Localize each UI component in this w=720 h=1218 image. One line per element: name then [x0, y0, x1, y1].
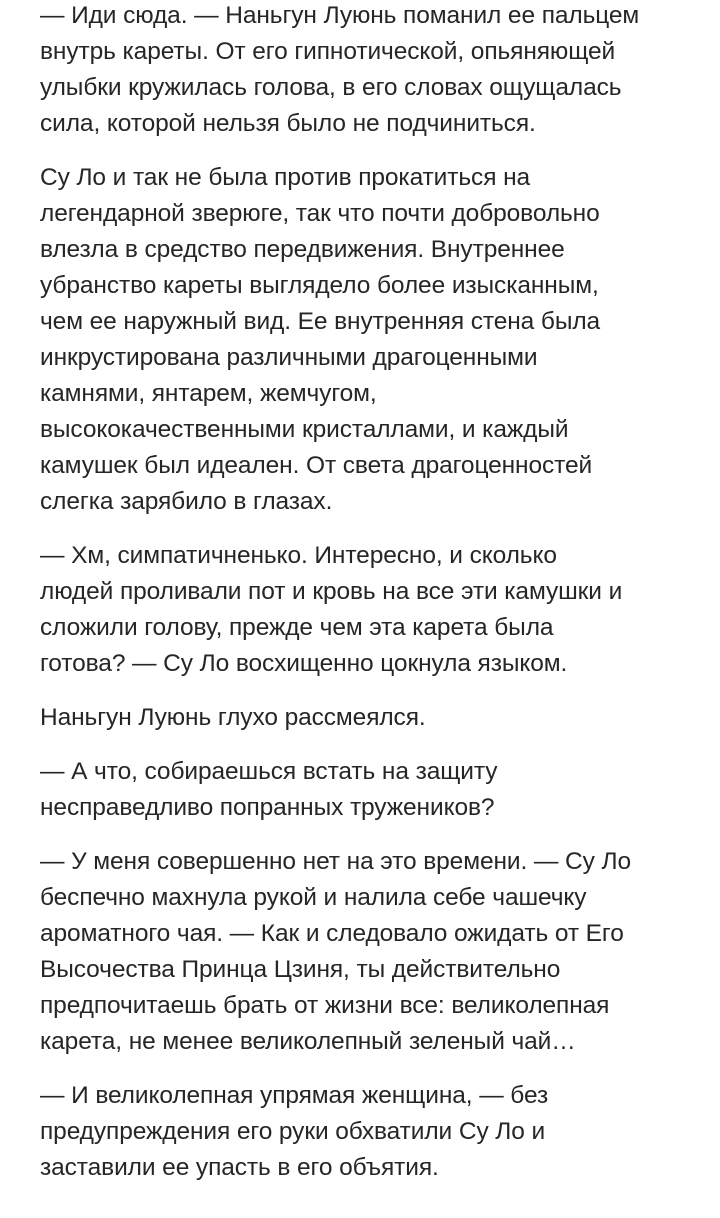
text-line: сила, которой нельзя было не подчиниться.	[40, 110, 536, 137]
paragraph	[40, 0, 692, 142]
paragraph	[40, 538, 692, 682]
text-line: внутрь кареты. От его гипнотической, опьяняющей	[40, 38, 616, 65]
text-line: легендарной зверюге, так что почти добровольно	[40, 200, 600, 227]
paragraph	[40, 700, 692, 736]
text-line: готова? — Су Ло восхищенно цокнула языком.	[40, 650, 568, 677]
paragraph	[40, 754, 692, 826]
text-line: — У меня совершенно нет на это времени. — Су Ло	[40, 848, 631, 875]
paragraph	[40, 160, 692, 520]
text-line: несправедливо попранных тружеников?	[40, 794, 495, 821]
text-line: — Иди сюда. — Наньгун Луюнь поманил ее пальцем	[40, 2, 640, 29]
text-line: карета, не менее великолепный зеленый чай…	[40, 1028, 576, 1055]
text-line: предпочитаешь брать от жизни все: великолепная	[40, 992, 610, 1019]
text-line: высококачественными кристаллами, и каждый	[40, 416, 569, 443]
text-line: заставили ее упасть в его объятия.	[40, 1154, 439, 1181]
text-line: — Хм, симпатичненько. Интересно, и сколько	[40, 542, 557, 569]
text-line: чем ее наружный вид. Ее внутренняя стена была	[40, 308, 601, 335]
text-line: ароматного чая. — Как и следовало ожидать от Его	[40, 920, 624, 947]
text-line: — А что, собираешься встать на защиту	[40, 758, 498, 785]
text-line: Наньгун Луюнь глухо рассмеялся.	[40, 704, 426, 731]
text-line: влезла в средство передвижения. Внутреннее	[40, 236, 565, 263]
text-line: камушек был идеален. От света драгоценностей	[40, 452, 593, 479]
paragraph	[40, 1078, 692, 1186]
text-line: Высочества Принца Цзиня, ты действительно	[40, 956, 561, 983]
text-line: — И великолепная упрямая женщина, — без	[40, 1082, 549, 1109]
text-line: сложили голову, прежде чем эта карета была	[40, 614, 554, 641]
text-line: людей проливали пот и кровь на все эти камушки и	[40, 578, 623, 605]
text-line: Су Ло и так не была против прокатиться на	[40, 164, 531, 191]
text-line: инкрустирована различными драгоценными	[40, 344, 538, 371]
text-line: беспечно махнула рукой и налила себе чашечку	[40, 884, 587, 911]
text-line: предупреждения его руки обхватили Су Ло и	[40, 1118, 546, 1145]
text-line: камнями, янтарем, жемчугом,	[40, 380, 377, 407]
paragraph	[40, 844, 692, 1060]
text-line: слегка зарябило в глазах.	[40, 488, 333, 515]
text-line: убранство кареты выглядело более изысканным,	[40, 272, 599, 299]
text-line: улыбки кружилась голова, в его словах ощущалась	[40, 74, 622, 101]
